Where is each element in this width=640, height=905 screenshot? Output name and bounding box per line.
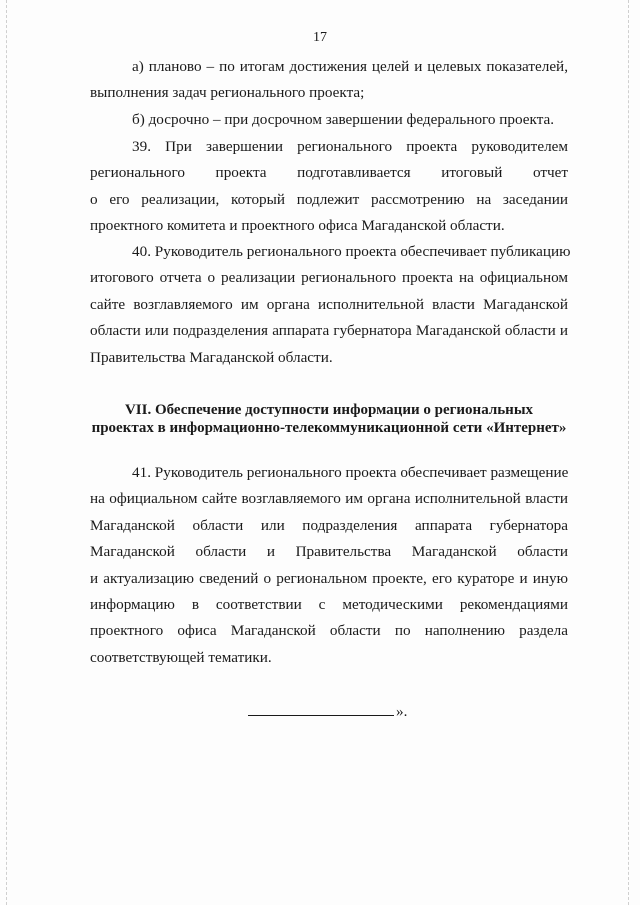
text-line: Правительства Магаданской области. — [90, 348, 333, 366]
list-item-b — [90, 107, 568, 133]
section-heading-line: VII. Обеспечение доступности информации о региональных — [124, 402, 534, 418]
list-item-a — [90, 54, 568, 107]
text-line: 39. При завершении регионального проекта руководителем — [132, 138, 568, 155]
section-heading-line: проектах в информационно-телекоммуникационной сети «Интернет» — [91, 420, 567, 436]
text-line: Магаданской области или подразделения аппарата губернатора — [90, 516, 568, 534]
text-line: б) досрочно – при досрочном завершении федерального проекта. — [132, 111, 555, 128]
text-line: выполнения задач регионального проекта; — [90, 84, 365, 102]
text-line: 40. Руководитель регионального проекта обеспечивает публикацию — [132, 243, 571, 260]
page-edge-left — [6, 0, 7, 905]
text-line: регионального проекта подготавливается итоговый отчет — [90, 164, 568, 182]
text-line: а) планово – по итогам достижения целей и целевых показателей, — [132, 58, 568, 75]
paragraph-39 — [90, 134, 568, 240]
text-line: о его реализации, который подлежит рассмотрению на заседании — [90, 190, 568, 208]
closing-rule — [248, 715, 394, 716]
text-line: итогового отчета о реализации регионального проекта на официальном — [90, 269, 568, 287]
text-line: информацию в соответствии с методическими рекомендациями — [90, 596, 568, 614]
closing-mark: ». — [396, 703, 408, 720]
page-number: 17 — [313, 30, 327, 45]
text-line: области или подразделения аппарата губернатора Магаданской области и — [90, 322, 568, 340]
text-line: сайте возглавляемого им органа исполнительной власти Магаданской — [90, 295, 568, 313]
text-line: Магаданской области и Правительства Магаданской области — [90, 543, 568, 561]
closing-line — [248, 703, 407, 721]
text-line: проектного комитета и проектного офиса Магаданской области. — [90, 217, 505, 235]
section-heading — [90, 401, 568, 437]
paragraph-40 — [90, 239, 571, 371]
text-line: на официальном сайте возглавляемого им органа исполнительной власти — [90, 490, 568, 508]
text-line: проектного офиса Магаданской области по наполнению раздела — [90, 622, 568, 640]
paragraph-41 — [90, 460, 568, 671]
text-line: 41. Руководитель регионального проекта обеспечивает размещение — [132, 464, 569, 481]
text-line: соответствующей тематики. — [90, 648, 272, 666]
text-line: и актуализацию сведений о региональном проекте, его кураторе и иную — [90, 569, 568, 587]
page-edge-right — [628, 0, 629, 905]
